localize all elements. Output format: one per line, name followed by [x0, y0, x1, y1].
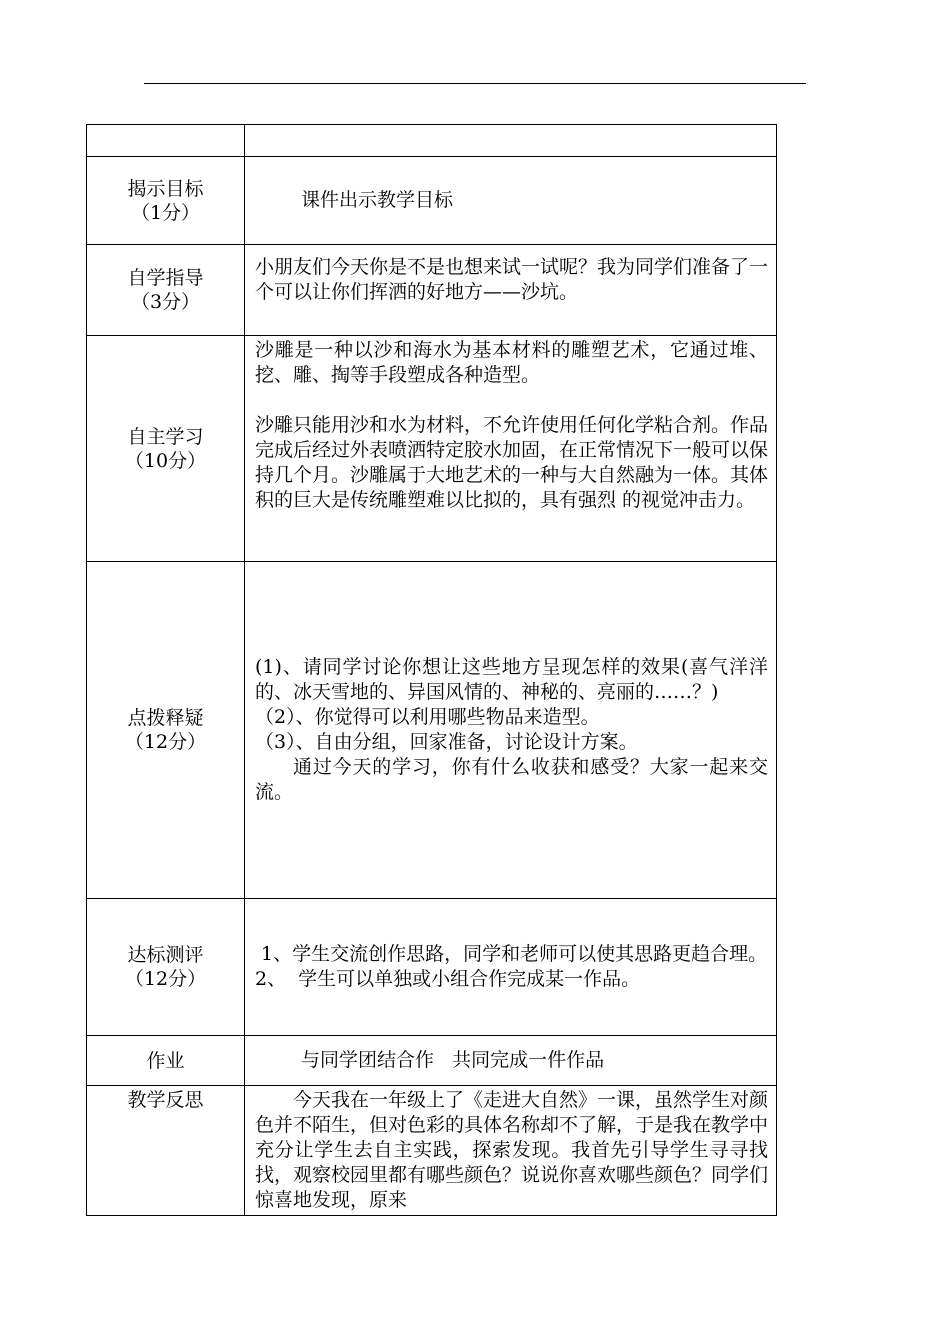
homework-label: 作业 — [146, 1049, 185, 1072]
self-study-label: 自主学习 — [127, 425, 204, 448]
paragraph-gap — [255, 388, 768, 413]
guide-text: 小朋友们今天你是不是也想来试一试呢？我为同学们准备了一个可以让你们挥洒的好地方——沙坑。 — [255, 256, 769, 303]
assess-label: 达标测评 — [127, 944, 204, 966]
table-row-guide — [87, 245, 777, 336]
guide-content-cell — [245, 245, 777, 336]
goal-text: 课件出示教学目标 — [301, 189, 454, 211]
explain-score: （12分） — [124, 731, 207, 753]
reflection-text: 今天我在一年级上了《走进大自然》一课，虽然学生对颜色并不陌生，但对色彩的具体名称却不了解，于是我在教学中充分让学生去自主实践，探索发现。我首先引导学生寻寻找找，观察校园里都有哪些颜色？说说你喜欢哪些颜色？同学们惊喜地发现，原来 — [255, 1089, 769, 1211]
explain-item-4: 通过今天的学习，你有什么收获和感受？大家一起来交流。 — [255, 756, 768, 803]
table-row-blank — [87, 125, 777, 157]
self-study-content-cell — [245, 336, 777, 562]
explain-item-3: （3）、自由分组，回家准备，讨论设计方案。 — [255, 731, 638, 753]
self-study-score: （10分） — [124, 449, 207, 472]
homework-text: 与同学团结合作 共同完成一件作品 — [301, 1049, 605, 1071]
explain-label: 点拨释疑 — [127, 707, 204, 729]
goal-content-cell — [245, 157, 777, 245]
self-study-paragraph-1: 沙雕是一种以沙和海水为基本材料的雕塑艺术，它通过堆、挖、雕、掏等手段塑成各种造型。 — [255, 339, 768, 386]
assess-score: （12分） — [124, 968, 207, 990]
assess-content-cell — [245, 899, 777, 1036]
assess-label-cell — [87, 899, 245, 1036]
explain-label-cell — [87, 562, 245, 899]
table-row-homework — [87, 1036, 777, 1086]
table-row-self-study — [87, 336, 777, 562]
guide-score: （3分） — [130, 291, 201, 313]
goal-label: 揭示目标 — [127, 177, 204, 200]
blank-content-cell — [245, 125, 777, 157]
homework-label-cell — [87, 1036, 245, 1086]
explain-item-1: (1)、请同学讨论你想让这些地方呈现怎样的效果(喜气洋洋的、冰天雪地的、异国风情的、神秘的、亮丽的……？) — [255, 656, 768, 703]
self-study-paragraph-2: 沙雕只能用沙和水为材料，不允许使用任何化学粘合剂。作品完成后经过外表喷洒特定胶水加固，在正常情况下一般可以保持几个月。沙雕属于大地艺术的一种与大自然融为一体。其体积的巨大是传统雕塑难以比拟的，具有强烈 的视觉冲击力。 — [255, 414, 769, 511]
blank-label-cell — [87, 125, 245, 157]
table-row-assess — [87, 899, 777, 1036]
goal-label-cell — [87, 157, 245, 245]
goal-score: （1分） — [130, 201, 201, 224]
explain-content-cell — [245, 562, 777, 899]
table-row-explain — [87, 562, 777, 899]
reflection-content-cell — [245, 1086, 777, 1216]
explain-item-2: （2）、你觉得可以利用哪些物品来造型。 — [255, 706, 600, 728]
table-row-goal — [87, 157, 777, 245]
assess-item-1: 1、学生交流创作思路，同学和老师可以使其思路更趋合理。 — [255, 943, 768, 965]
reflection-label: 教学反思 — [127, 1089, 204, 1111]
header-rule — [144, 83, 806, 84]
guide-label: 自学指导 — [127, 267, 204, 289]
reflection-label-cell — [87, 1086, 245, 1216]
lesson-plan-table — [86, 124, 777, 1216]
table-row-reflection — [87, 1086, 777, 1216]
assess-item-2: 2、 学生可以单独或小组合作完成某一作品。 — [255, 968, 641, 990]
homework-content-cell — [245, 1036, 777, 1086]
self-study-label-cell — [87, 336, 245, 562]
guide-label-cell — [87, 245, 245, 336]
